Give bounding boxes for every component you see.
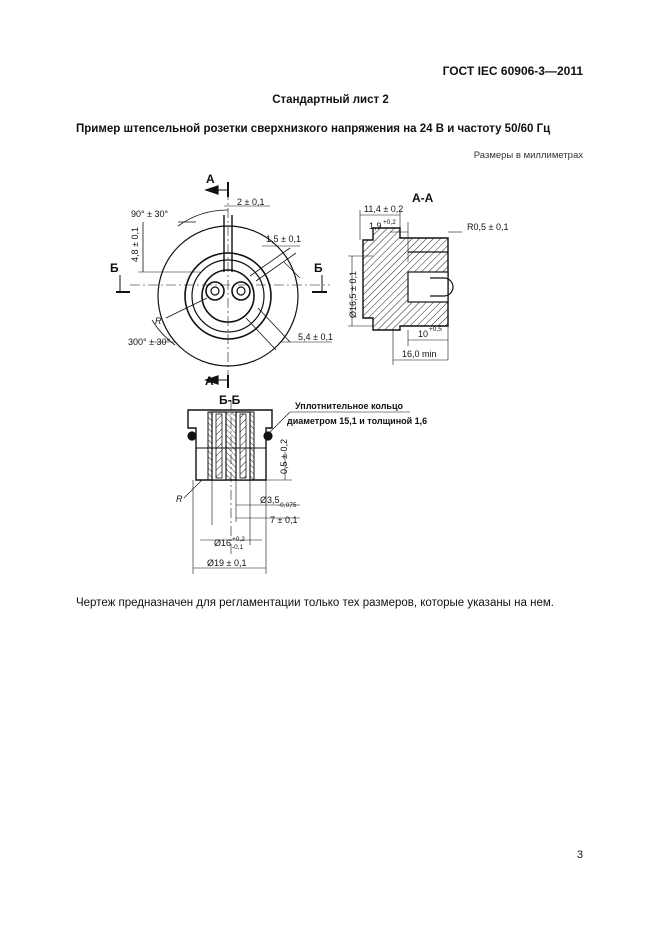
drawing-subtitle: Пример штепсельной розетки сверхнизкого напряжения на 24 В и частоту 50/60 Гц	[76, 123, 551, 135]
angle-90-label: 90° ± 30°	[131, 209, 169, 219]
units-note: Размеры в миллиметрах	[473, 150, 583, 161]
pin-hole-right-inner	[237, 287, 245, 295]
dim-2-label: 2 ± 0,1	[237, 197, 265, 207]
aa-dim-1-9-tol: +0,2	[383, 219, 396, 226]
aa-dim-d16-5: Ø16,5 ± 0,1	[348, 271, 358, 318]
bb-ring-note-1: Уплотнительное кольцо	[295, 401, 403, 411]
aa-dim-1-9: 1,9	[369, 221, 382, 231]
angle-300-label: 300° ± 30°	[128, 337, 171, 347]
pin-hole-left-inner	[211, 287, 219, 295]
bb-dim-d3-5: Ø3,5	[260, 495, 280, 505]
aa-dim-10-tol: +0,5	[429, 326, 442, 333]
bb-dim-d19: Ø19 ± 0,1	[207, 558, 247, 568]
bb-ring-note-2: диаметром 15,1 и толщиной 1,6	[287, 416, 428, 426]
section-mark-a-top: А	[206, 172, 215, 186]
standard-code: ГОСТ IEC 60906-3—2011	[442, 64, 583, 78]
bb-dim-7: 7 ± 0,1	[270, 515, 298, 525]
section-mark-b-left: Б	[110, 261, 119, 275]
radius-label-bb: R	[176, 494, 183, 504]
drawing-footnote: Чертеж предназначен для регламентации только тех размеров, которые указаны на нем.	[76, 597, 554, 609]
bb-dim-d16-tol-up: +0,2	[232, 536, 245, 543]
o-ring-left	[188, 432, 196, 440]
section-mark-a-bottom: А	[205, 374, 214, 388]
bb-dim-d16: Ø16	[214, 538, 232, 548]
bb-dim-d3-5-tol: -0,075	[278, 502, 297, 509]
aa-dim-r0-5: R0,5 ± 0,1	[467, 222, 509, 232]
aa-dim-16-min: 16,0 min	[402, 349, 437, 359]
aa-dim-11-4: 11,4 ± 0,2	[364, 204, 404, 214]
socket-face-circle	[202, 270, 254, 322]
o-ring-right	[264, 432, 272, 440]
bb-dim-0-5: 0,5 ± 0,2	[279, 439, 289, 474]
bb-dim-d16-tol-down: -0,1	[232, 544, 244, 551]
section-mark-b-right: Б	[314, 261, 323, 275]
dim-5-4-label: 5,4 ± 0,1	[298, 332, 333, 342]
aa-dim-10: 10	[418, 329, 429, 339]
radius-label-front: R	[155, 316, 162, 326]
sheet-title: Стандартный лист 2	[272, 94, 389, 106]
section-aa	[348, 210, 462, 365]
dim-1-5-label: 1,5 ± 0,1	[266, 234, 301, 244]
section-aa-title: А-А	[412, 191, 434, 205]
aa-socket-cavity	[408, 272, 448, 302]
page-number: 3	[576, 849, 583, 861]
section-bb-title: Б-Б	[219, 393, 241, 407]
dim-4-8-label: 4,8 ± 0,1	[130, 227, 140, 262]
